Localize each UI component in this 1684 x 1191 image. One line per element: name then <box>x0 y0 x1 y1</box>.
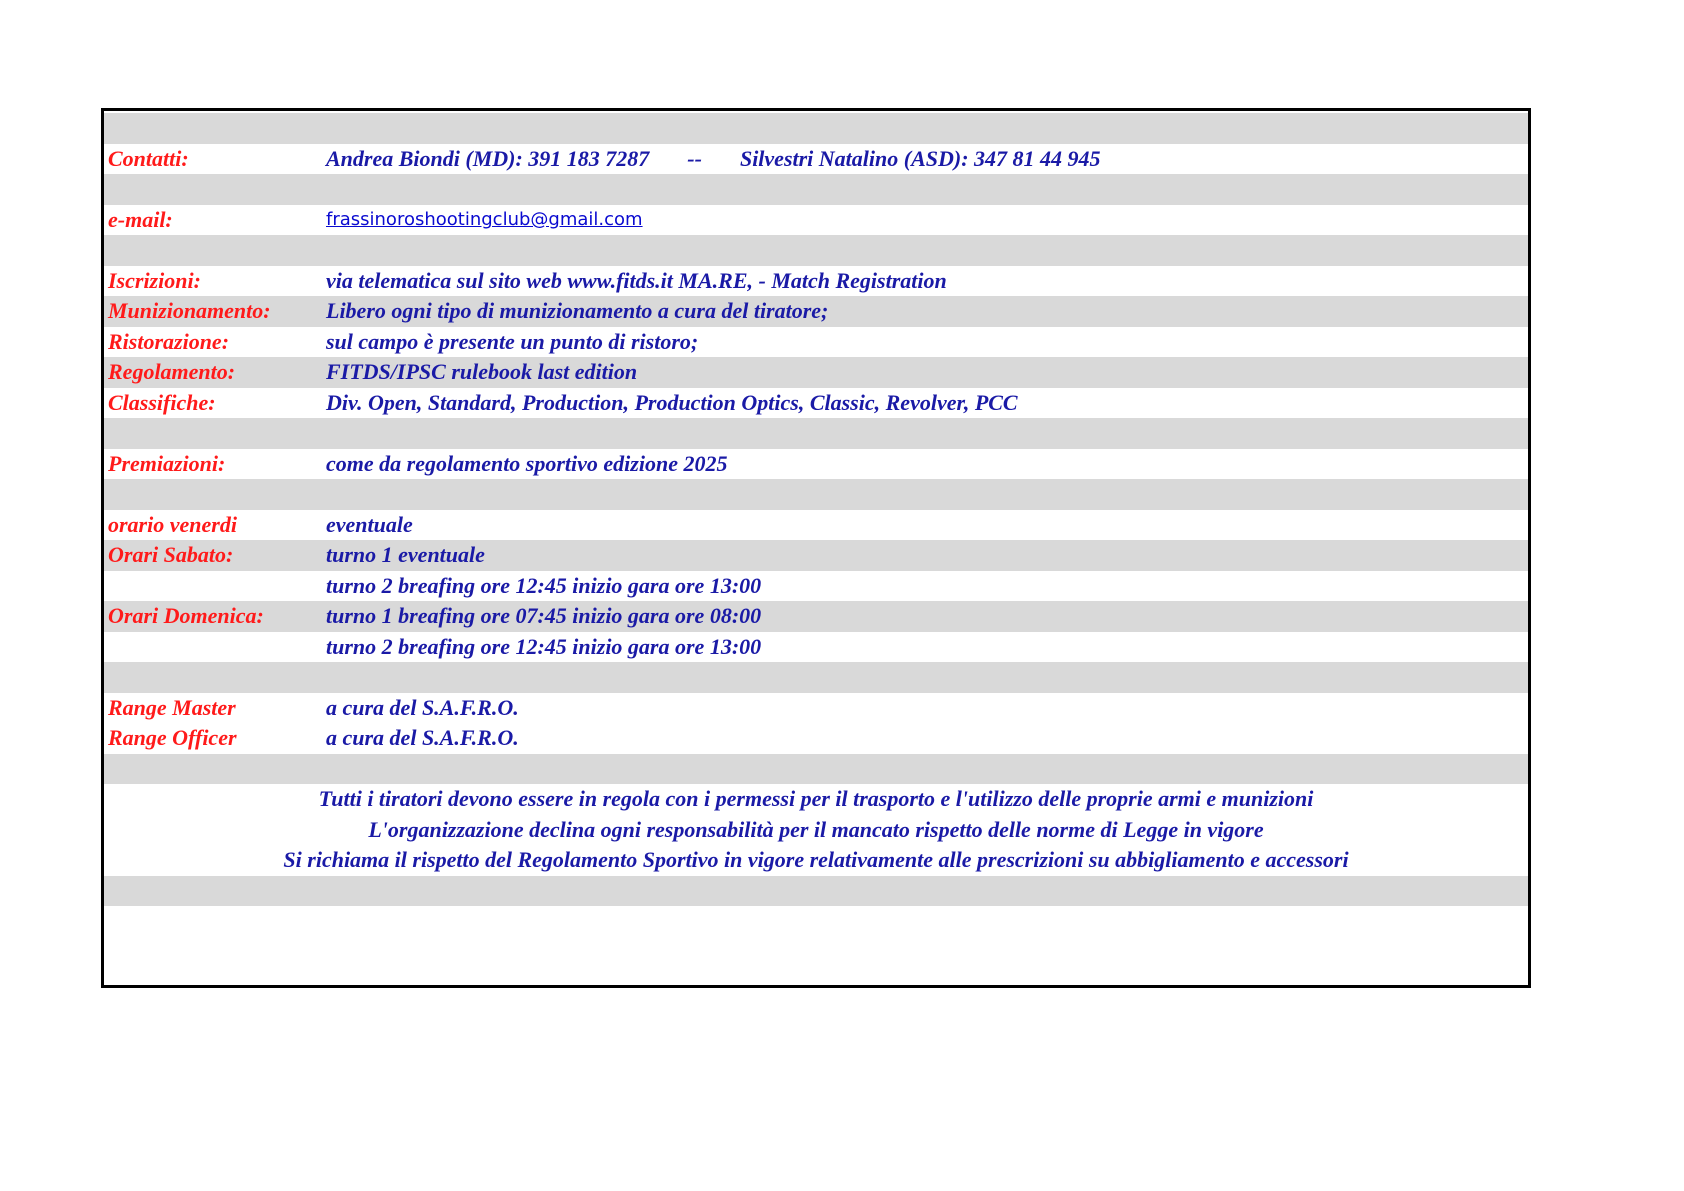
row-ristorazione <box>104 327 1528 358</box>
label-range-master: Range Master <box>108 694 236 720</box>
label-iscrizioni: Iscrizioni: <box>108 267 201 293</box>
label-ristorazione: Ristorazione: <box>108 328 230 354</box>
row-orario-venerdi <box>104 510 1528 541</box>
row-regolamento <box>104 357 1528 388</box>
label-email: e-mail: <box>108 206 173 232</box>
value-classifiche: Div. Open, Standard, Production, Production Optics, Classic, Revolver, PCC <box>326 389 1018 415</box>
row-contatti <box>104 144 1528 175</box>
row-premiazioni <box>104 449 1528 480</box>
value-orario-venerdi: eventuale <box>326 511 413 537</box>
label-orari-domenica: Orari Domenica: <box>108 603 264 629</box>
contact-separator: -- <box>687 145 702 171</box>
spacer-row <box>104 754 1528 785</box>
value-range-officer: a cura del S.A.F.R.O. <box>326 725 519 751</box>
value-premiazioni: come da regolamento sportivo edizione 2025 <box>326 450 728 476</box>
contact-silvestri: Silvestri Natalino (ASD): 347 81 44 945 <box>739 145 1101 171</box>
row-note-3 <box>104 845 1528 876</box>
spacer-row <box>104 662 1528 693</box>
label-orario-venerdi: orario venerdi <box>108 511 237 537</box>
value-ristorazione: sul campo è presente un punto di ristoro; <box>326 328 699 354</box>
value-munizionamento: Libero ogni tipo di munizionamento a cura del tiratore; <box>326 298 829 324</box>
row-sabato-turno-2 <box>104 571 1528 602</box>
label-classifiche: Classifiche: <box>108 389 216 415</box>
note-regolamento: Si richiama il rispetto del Regolamento Sportivo in vigore relativamente alle prescrizioni su abbigliamento e accessori <box>283 847 1349 873</box>
row-range-master <box>104 693 1528 724</box>
value-domenica-turno-1: turno 1 breafing ore 07:45 inizio gara ore 08:00 <box>326 603 762 629</box>
value-regolamento: FITDS/IPSC rulebook last edition <box>326 359 638 385</box>
label-munizionamento: Munizionamento: <box>108 298 271 324</box>
value-iscrizioni: via telematica sul sito web www.fitds.it MA.RE, - Match Registration <box>326 267 947 293</box>
contact-andrea: Andrea Biondi (MD): 391 183 7287 <box>326 145 650 171</box>
spacer-row <box>104 876 1528 907</box>
row-munizionamento <box>104 296 1528 327</box>
label-orari-sabato: Orari Sabato: <box>108 542 234 568</box>
row-orari-domenica <box>104 601 1528 632</box>
label-contatti: Contatti: <box>108 145 189 171</box>
label-regolamento: Regolamento: <box>108 359 236 385</box>
label-premiazioni: Premiazioni: <box>108 450 226 476</box>
info-sheet <box>101 108 1531 988</box>
value-sabato-turno-2: turno 2 breafing ore 12:45 inizio gara ore 13:00 <box>326 572 762 598</box>
row-domenica-turno-2 <box>104 632 1528 663</box>
row-orari-sabato <box>104 540 1528 571</box>
email-link[interactable]: frassinoroshootingclub@gmail.com <box>326 209 643 231</box>
note-responsabilita: L'organizzazione declina ogni responsabilità per il mancato rispetto delle norme di Legge in vigore <box>368 816 1264 842</box>
spacer-row <box>104 479 1528 510</box>
value-contatti <box>326 146 1101 172</box>
spacer-row <box>104 235 1528 266</box>
value-sabato-turno-1: turno 1 eventuale <box>326 542 485 568</box>
row-email <box>104 205 1528 236</box>
row-iscrizioni <box>104 266 1528 297</box>
label-range-officer: Range Officer <box>108 725 237 751</box>
spacer-row <box>104 113 1528 144</box>
note-permessi: Tutti i tiratori devono essere in regola con i permessi per il trasporto e l'utilizzo delle proprie armi e munizioni <box>318 786 1314 812</box>
spacer-row <box>104 174 1528 205</box>
row-note-2 <box>104 815 1528 846</box>
value-range-master: a cura del S.A.F.R.O. <box>326 694 519 720</box>
row-range-officer <box>104 723 1528 754</box>
row-note-1 <box>104 784 1528 815</box>
value-domenica-turno-2: turno 2 breafing ore 12:45 inizio gara ore 13:00 <box>326 633 762 659</box>
spacer-row <box>104 418 1528 449</box>
row-classifiche <box>104 388 1528 419</box>
